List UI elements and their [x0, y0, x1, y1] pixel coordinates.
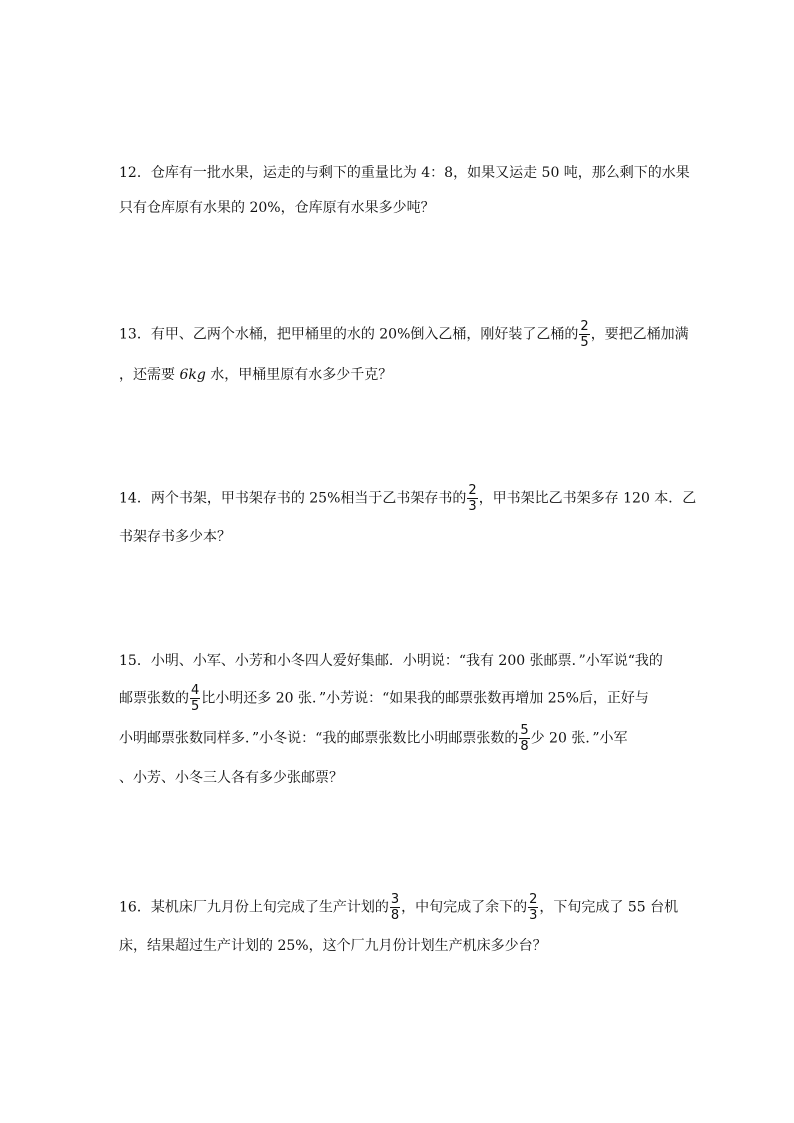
problem-text: ，要把乙桶加满	[590, 326, 689, 343]
problem-text: 少 20 张．”小军	[530, 730, 628, 747]
problem-text: 书架存书多少本？	[119, 529, 231, 545]
problem-text: 小明、小军、小芳和小冬四人爱好集邮．小明说：“我有 200 张邮票．”小军说“我的	[150, 653, 663, 669]
fraction-denominator: 8	[390, 908, 400, 923]
fraction-numerator: 5	[520, 723, 529, 738]
problem-number: 12．	[119, 165, 151, 181]
fraction-numerator: 3	[390, 892, 400, 907]
fraction-denominator: 3	[529, 908, 538, 923]
problem-number: 13．	[119, 326, 151, 343]
fraction	[390, 893, 400, 922]
fraction	[519, 724, 529, 753]
problem-15-line-1	[119, 654, 663, 668]
problem-text: 比小明还多 20 张．”小芳说：“如果我的邮票张数再增加 25%后，正好与	[201, 690, 649, 707]
fraction-denominator: 5	[580, 335, 589, 350]
problem-13-line-2	[119, 368, 392, 382]
fraction-denominator: 3	[468, 499, 477, 514]
fraction-numerator: 2	[580, 319, 589, 334]
problem-text: 只有仓库原有水果的 20%，仓库原有水果多少吨？	[119, 200, 435, 216]
problem-15-line-4	[119, 771, 343, 785]
problem-15-line-2	[119, 684, 649, 713]
problem-text: 仓库有一批水果，运走的与剩下的重量比为 4：8，如果又运走 50 吨，那么剩下的水果	[150, 165, 690, 181]
problem-13-line-1	[119, 320, 689, 349]
problem-16-line-1	[119, 893, 678, 922]
problem-14-line-2	[119, 530, 231, 544]
fraction-denominator: 5	[191, 699, 200, 714]
problem-text: ，甲书架比乙书架多存 120 本．乙	[478, 490, 697, 507]
problem-number: 16．	[119, 899, 151, 916]
fraction-numerator: 2	[529, 892, 538, 907]
problem-text: ，还需要	[119, 367, 180, 383]
problem-text: 水，甲桶里原有水多少千克？	[205, 367, 393, 383]
problem-text: 某机床厂九月份上旬完成了生产计划的	[150, 899, 389, 916]
fraction	[467, 484, 477, 513]
fraction	[579, 320, 589, 349]
problem-number: 15．	[119, 653, 151, 669]
problem-text: 邮票张数的	[119, 690, 189, 707]
problem-text: ，中旬完成了余下的	[401, 899, 528, 916]
problem-12-line-1	[119, 166, 690, 180]
fraction-numerator: 4	[191, 683, 200, 698]
problem-text: 小明邮票张数同样多．”小冬说：“我的邮票张数比小明邮票张数的	[119, 730, 519, 747]
problem-text: 两个书架，甲书架存书的 25%相当于乙书架存书的	[150, 490, 467, 507]
fraction	[528, 893, 538, 922]
problem-text: 、小芳、小冬三人各有多少张邮票？	[119, 770, 343, 786]
problem-15-line-3	[119, 724, 627, 753]
fraction-numerator: 2	[468, 483, 477, 498]
problem-14-line-1	[119, 484, 696, 513]
problem-text: 床，结果超过生产计划的 25%，这个厂九月份计划生产机床多少台？	[119, 938, 547, 954]
quantity-unit: 6kg	[179, 367, 206, 383]
fraction-denominator: 8	[520, 739, 529, 754]
problem-text: ，下旬完成了 55 台机	[539, 899, 679, 916]
fraction	[190, 684, 200, 713]
problem-text: 有甲、乙两个水桶，把甲桶里的水的 20%倒入乙桶，刚好装了乙桶的	[150, 326, 579, 343]
problem-12-line-2	[119, 201, 435, 215]
problem-number: 14．	[119, 490, 151, 507]
problem-16-line-2	[119, 939, 547, 953]
